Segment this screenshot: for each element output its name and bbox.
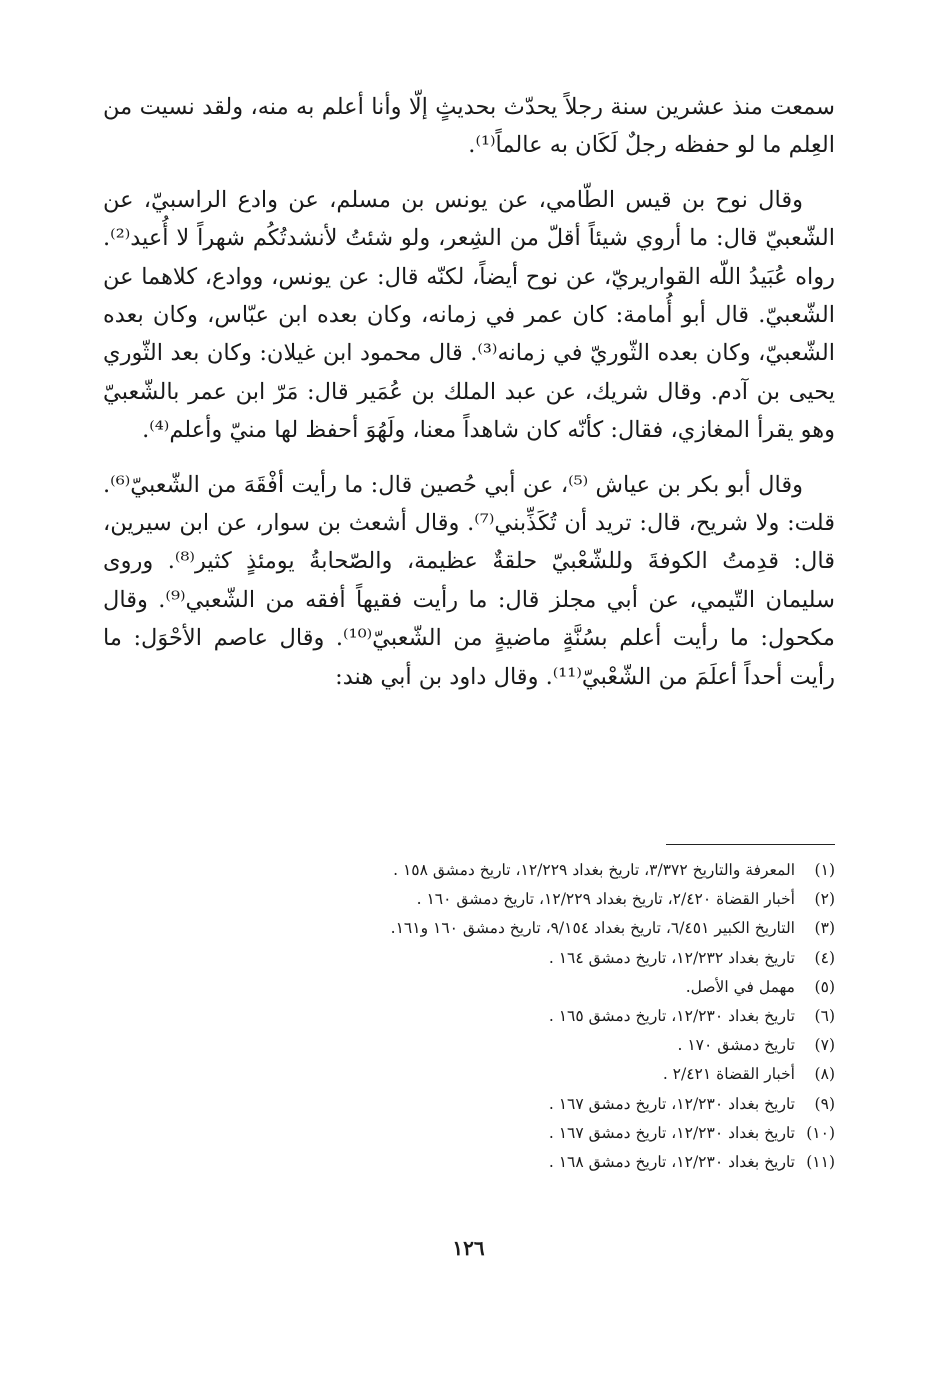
main-text <box>103 88 835 712</box>
footnote-9 <box>200 1090 835 1119</box>
footnote-number: (٥) <box>814 977 835 996</box>
footnote-2 <box>200 885 835 914</box>
footnote-number: (٦) <box>814 1007 835 1026</box>
footnote-number: (٨) <box>814 1065 835 1084</box>
footnote-6 <box>200 1002 835 1031</box>
footnote-10 <box>200 1119 835 1148</box>
footnote-text: أخبار القضاة ٢/٤٢١ . <box>662 1065 795 1084</box>
footnotes-list <box>200 856 835 1177</box>
footnote-number: (١) <box>814 861 835 879</box>
footnote-text: تاريخ دمشق ١٧٠ . <box>677 1036 795 1055</box>
footnote-number: (٧) <box>814 1036 835 1055</box>
footnote-11 <box>200 1148 835 1177</box>
footnote-number: (١٠) <box>806 1123 835 1142</box>
footnote-text: المعرفة والتاريخ ٣/٣٧٢، تاريخ بغداد ١٢/٢٢٩، تاريخ دمشق ١٥٨ . <box>393 861 795 879</box>
footnote-7 <box>200 1031 835 1060</box>
paragraph-1: سمعت منذ عشرين سنة رجلاً يحدّث بحديثٍ إلّا وأنا أعلم به منه، ولقد نسيت من العِلم ما لو حفظه رجلٌ لَكَان به عالماً⁽¹⁾. <box>103 94 835 159</box>
footnote-text: مهمل في الأصل. <box>685 977 795 996</box>
paragraph-3: وقال أبو بكر بن عياش ⁽⁵⁾، عن أبي حُصين قال: ما رأيت أفْقَهَ من الشّعبيّ⁽⁶⁾. قلت: ولا شريح، قال: تريد أن تُكَذِّبني⁽⁷⁾. وقال أشعث بن سوار، عن ابن سيرين، قال: قدِمتُ الكوفةَ وللشّعْبيّ حلقةٌ عظيمة، والصّحابةُ يومئذٍ كثير⁽⁸⁾. وروى سليمان التّيمي، عن أبي مجلز قال: ما رأيت فقيهاً أفقه من الشّعبي⁽⁹⁾. وقال مكحول: ما رأيت أعلم بسُنَّةٍ ماضيةٍ من الشّعبيّ⁽¹⁰⁾. وقال عاصم الأحْوَل: ما رأيت أحداً أعلَمَ من الشّعْبيّ⁽¹¹⁾. وقال داود بن أبي هند: <box>103 471 835 690</box>
footnote-text: التاريخ الكبير ٦/٤٥١، تاريخ بغداد ٩/١٥٤، تاريخ دمشق ١٦٠ و١٦١. <box>390 919 795 938</box>
paragraph-2: وقال نوح بن قيس الطّامي، عن يونس بن مسلم، عن وادع الراسبيّ، عن الشّعبيّ قال: ما أروي شيئاً أقلّ من الشِعر، ولو شئتُ لأنشدتُكُم شهراً لا أُعيد⁽²⁾. رواه عُبَيدُ اللّه القواريريّ، عن نوح أيضاً، لكنّه قال: عن يونس، ووادع، كلاهما عن الشّعبيّ. قال أبو أُمامة: كان عمر في زمانه، وكان بعده ابن عبّاس، وكان بعده الشّعبيّ، وكان بعده الثّوريّ في زمانه⁽³⁾. قال محمود ابن غيلان: وكان بعد الثّوري يحيى بن آدم. وقال شريك، عن عبد الملك بن عُمَير قال: مَرّ ابن عمر بالشّعبيّ وهو يقرأ المغازي، فقال: كأنّه كان شاهداً معنا، ولَهُوَ أحفظ لها منيّ وأعلم⁽⁴⁾. <box>103 186 835 444</box>
footnote-text: تاريخ بغداد ١٢/٢٣٠، تاريخ دمشق ١٦٥ . <box>548 1007 795 1026</box>
footnote-text: تاريخ بغداد ١٢/٢٣٠، تاريخ دمشق ١٦٧ . <box>548 1123 795 1142</box>
footnote-divider <box>666 844 835 845</box>
footnote-text: تاريخ بغداد ١٢/٢٣٢، تاريخ دمشق ١٦٤ . <box>548 948 795 967</box>
page-number: ١٢٦ <box>452 1236 485 1260</box>
footnote-number: (٩) <box>814 1094 835 1113</box>
footnote-number: (٤) <box>814 948 835 967</box>
footnote-number: (٣) <box>814 919 835 938</box>
footnote-text: تاريخ بغداد ١٢/٢٣٠، تاريخ دمشق ١٦٨ . <box>548 1153 795 1172</box>
footnote-8 <box>200 1060 835 1089</box>
footnote-5 <box>200 973 835 1002</box>
footnote-number: (١١) <box>806 1153 835 1172</box>
footnote-number: (٢) <box>814 890 835 909</box>
footnote-text: أخبار القضاة ٢/٤٢٠، تاريخ بغداد ١٢/٢٢٩، تاريخ دمشق ١٦٠ . <box>416 890 795 909</box>
footnote-4 <box>200 944 835 973</box>
footnote-1 <box>200 856 835 885</box>
footnote-text: تاريخ بغداد ١٢/٢٣٠، تاريخ دمشق ١٦٧ . <box>548 1094 795 1113</box>
footnote-3 <box>200 914 835 943</box>
